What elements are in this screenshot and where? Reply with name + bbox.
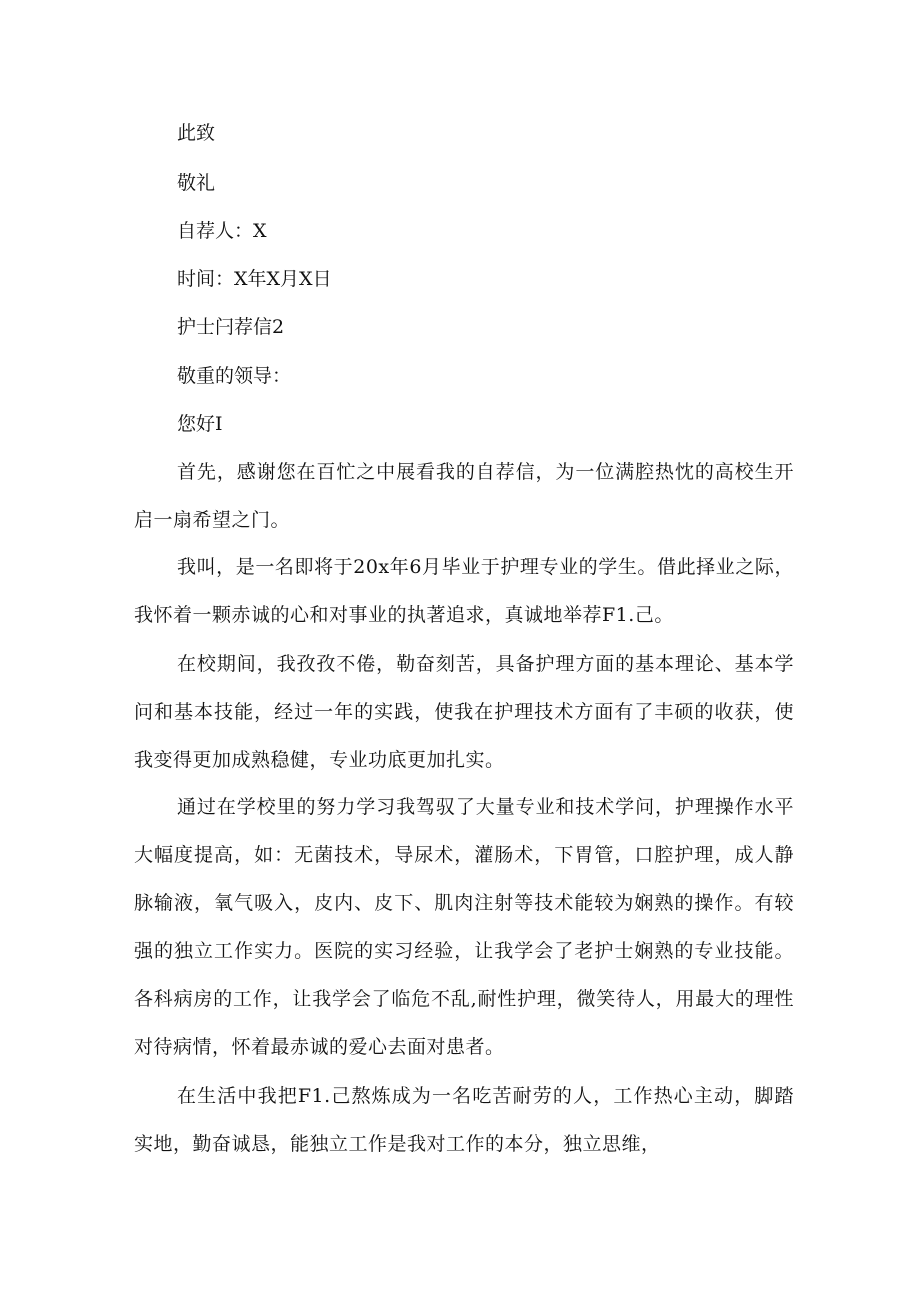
paragraph-3: 在校期间，我孜孜不倦，勒奋刻苦，具备护理方面的基本理论、基本学问和基本技能，经过一年的实践，使我在护理技术方面有了丰硕的收获，使我变得更加成熟稳健，专业功底更加扎实。	[134, 653, 794, 771]
closing-ci-zhi: 此致	[177, 122, 216, 144]
date-line: 时间：X年X月X日	[177, 268, 332, 290]
letter-title: 护士闩荐信2	[177, 316, 285, 338]
greeting: 您好I	[177, 413, 223, 435]
paragraph-1: 首先，感谢您在百忙之中展看我的自荐信，为一位满腔热忱的高校生开启一扇希望之门。	[134, 461, 794, 531]
paragraph-2: 我叫，是一名即将于20x年6月毕业于护理专业的学生。借此择业之际，我怀着一颗赤诚的心和对事业的执著追求，真诚地举荐F1.己。	[134, 556, 794, 626]
paragraph-5: 在生活中我把F1.己熬炼成为一名吃苦耐劳的人，工作热心主动，脚踏实地，勤奋诚恳，能独立工作是我对工作的本分，独立思维，	[134, 1085, 794, 1155]
salutation: 敬重的领导：	[177, 365, 292, 387]
recommender-line: 自荐人：X	[177, 220, 267, 242]
paragraph-4: 通过在学校里的努力学习我驾驭了大量专业和技术学问，护理操作水平大幅度提高，如：无菌技术，导尿术，灌肠术，下胃管，口腔护理，成人静脉输液，氧气吸入，皮内、皮下、肌肉注射等技术能较为娴熟的操作。有较强的独立工作实力。医院的实习经验，让我学会了老护士娴熟的专业技能。各科病房的工作，让我学会了临危不乱,耐性护理，微笑待人，用最大的理性对待病情，怀着最赤诚的爱心去面对患者。	[134, 796, 794, 1058]
closing-jing-li: 敬礼	[177, 172, 216, 194]
